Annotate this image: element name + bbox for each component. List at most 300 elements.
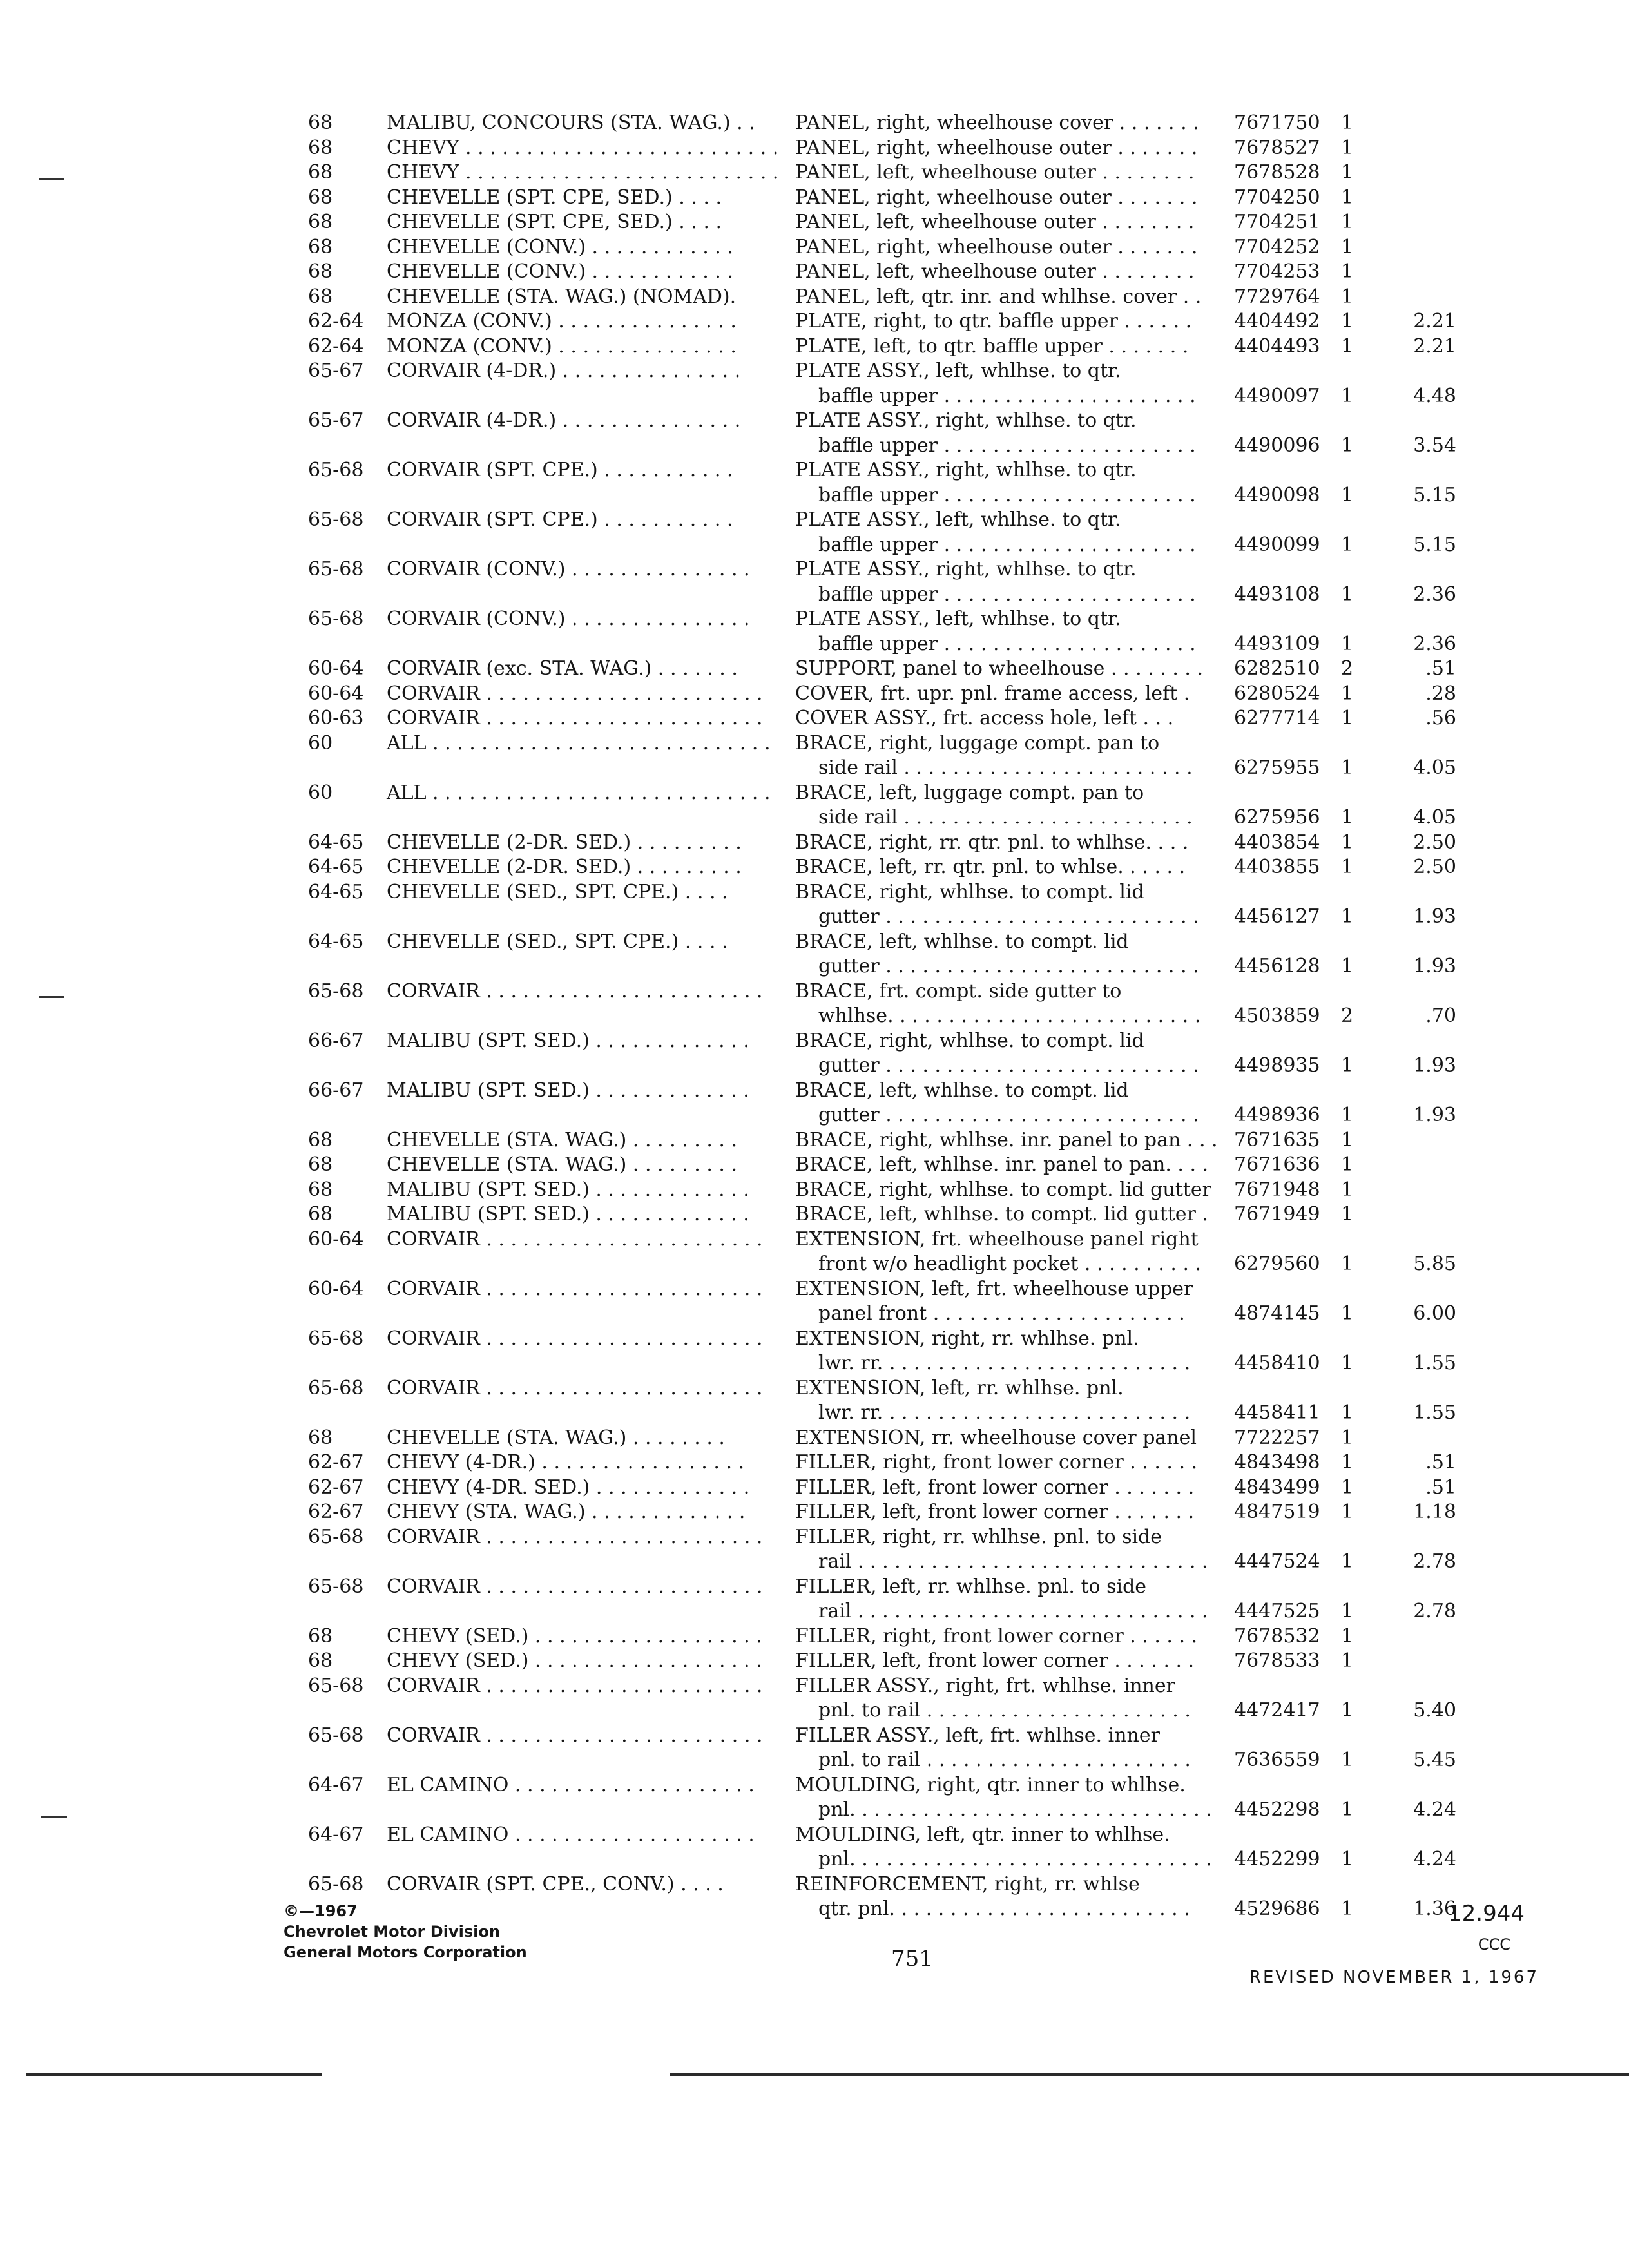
- table-row: [0, 1376, 1629, 1426]
- price-cell: 1.93: [1413, 1054, 1456, 1077]
- part-number-cell: 4404492: [1234, 310, 1320, 332]
- part-number-cell: 4493109: [1234, 632, 1320, 655]
- part-number-cell: 4404493: [1234, 334, 1320, 358]
- part-number-cell: 4503859: [1234, 1004, 1320, 1027]
- description-cell: MOULDING, left, qtr. inner to whlhse.: [795, 1823, 1170, 1846]
- description-cell: EXTENSION, rr. wheelhouse cover panel: [795, 1426, 1197, 1449]
- model-cell: CORVAIR . . . . . . . . . . . . . . . . . . . . . . .: [387, 1277, 763, 1300]
- revision-date: REVISED NOVEMBER 1, 1967: [1249, 1968, 1539, 1987]
- table-row: [0, 210, 1629, 235]
- description-continuation-cell: lwr. rr. . . . . . . . . . . . . . . . . . . . . . . . . .: [818, 1352, 1191, 1374]
- quantity-cell: 1: [1341, 1898, 1354, 1920]
- year-cell: 68: [308, 1178, 333, 1201]
- quantity-cell: 1: [1341, 756, 1354, 779]
- year-cell: 64-67: [308, 1823, 364, 1846]
- section-code: CCC: [1478, 1936, 1510, 1954]
- description-continuation-cell: baffle upper . . . . . . . . . . . . . . . . . . . . .: [818, 632, 1196, 655]
- year-cell: 65-68: [308, 1525, 364, 1548]
- description-cell: PLATE ASSY., left, whlhse. to qtr.: [795, 508, 1121, 531]
- price-cell: .51: [1425, 657, 1456, 680]
- description-cell: PLATE ASSY., right, whlhse. to qtr.: [795, 409, 1137, 432]
- table-row: [0, 557, 1629, 607]
- description-cell: PANEL, right, wheelhouse outer . . . . . . .: [795, 136, 1198, 159]
- model-cell: CORVAIR (4-DR.) . . . . . . . . . . . . . . .: [387, 360, 741, 382]
- description-cell: BRACE, right, whlhse. inr. panel to pan . . .: [795, 1128, 1218, 1151]
- part-number-cell: 4529686: [1234, 1898, 1320, 1920]
- model-cell: CHEVY (4-DR. SED.) . . . . . . . . . . . . .: [387, 1475, 750, 1499]
- table-row: [0, 781, 1629, 831]
- quantity-cell: 1: [1341, 161, 1354, 184]
- part-number-cell: 7722257: [1234, 1426, 1320, 1449]
- model-cell: ALL . . . . . . . . . . . . . . . . . . . . . . . . . . . .: [387, 781, 771, 804]
- description-continuation-cell: pnl. to rail . . . . . . . . . . . . . . . . . . . . . .: [818, 1699, 1191, 1722]
- year-cell: 60-64: [308, 1227, 364, 1251]
- description-cell: BRACE, left, whlhse. to compt. lid: [795, 930, 1129, 953]
- model-cell: CORVAIR (SPT. CPE., CONV.) . . . .: [387, 1872, 724, 1896]
- quantity-cell: 2: [1341, 657, 1354, 680]
- description-cell: BRACE, right, whlhse. to compt. lid gutter: [795, 1178, 1211, 1201]
- model-cell: CHEVY (SED.) . . . . . . . . . . . . . . . . . . .: [387, 1624, 762, 1648]
- quantity-cell: 1: [1341, 1178, 1354, 1201]
- table-row: [0, 260, 1629, 285]
- table-row: [0, 458, 1629, 508]
- price-cell: 1.55: [1413, 1352, 1456, 1374]
- year-cell: 68: [308, 1128, 333, 1151]
- price-cell: 6.00: [1413, 1302, 1456, 1325]
- price-cell: 4.05: [1413, 756, 1456, 779]
- year-cell: 60-64: [308, 682, 364, 705]
- part-number-cell: 4498936: [1234, 1104, 1320, 1126]
- model-cell: CORVAIR . . . . . . . . . . . . . . . . . . . . . . .: [387, 1724, 763, 1747]
- year-cell: 60-64: [308, 1277, 364, 1300]
- model-cell: CHEVELLE (CONV.) . . . . . . . . . . . .: [387, 235, 733, 258]
- quantity-cell: 1: [1341, 285, 1354, 308]
- quantity-cell: 1: [1341, 1649, 1354, 1672]
- year-cell: 68: [308, 161, 333, 184]
- description-continuation-cell: panel front . . . . . . . . . . . . . . . . . . . . .: [818, 1302, 1185, 1325]
- quantity-cell: 1: [1341, 1352, 1354, 1374]
- quantity-cell: 1: [1341, 1550, 1354, 1573]
- part-number-cell: 6277714: [1234, 707, 1320, 729]
- model-cell: MALIBU, CONCOURS (STA. WAG.) . .: [387, 111, 755, 134]
- year-cell: 68: [308, 211, 333, 233]
- year-cell: 60-64: [308, 657, 364, 680]
- table-row: [0, 731, 1629, 781]
- quantity-cell: 1: [1341, 1624, 1354, 1648]
- price-cell: 4.05: [1413, 806, 1456, 829]
- year-cell: 68: [308, 260, 333, 283]
- quantity-cell: 1: [1341, 632, 1354, 655]
- part-number-cell: 6275956: [1234, 806, 1320, 829]
- part-number-cell: 6275955: [1234, 756, 1320, 779]
- table-row: [0, 682, 1629, 707]
- description-cell: PANEL, left, wheelhouse outer . . . . . . . .: [795, 211, 1195, 233]
- table-row: [0, 1227, 1629, 1277]
- description-continuation-cell: side rail . . . . . . . . . . . . . . . . . . . . . . . .: [818, 756, 1193, 779]
- model-cell: CHEVELLE (CONV.) . . . . . . . . . . . .: [387, 260, 733, 283]
- description-cell: PLATE ASSY., right, whlhse. to qtr.: [795, 459, 1137, 481]
- model-cell: CORVAIR (CONV.) . . . . . . . . . . . . . . .: [387, 608, 750, 630]
- quantity-cell: 1: [1341, 1501, 1354, 1523]
- model-cell: EL CAMINO . . . . . . . . . . . . . . . . . . . .: [387, 1823, 755, 1846]
- model-cell: CORVAIR . . . . . . . . . . . . . . . . . . . . . . .: [387, 1575, 763, 1598]
- description-continuation-cell: rail . . . . . . . . . . . . . . . . . . . . . . . . . . . . .: [818, 1550, 1208, 1573]
- part-number-cell: 6280524: [1234, 682, 1320, 705]
- description-cell: MOULDING, right, qtr. inner to whlhse.: [795, 1773, 1186, 1796]
- part-number-cell: 4874145: [1234, 1302, 1320, 1325]
- table-row: [0, 160, 1629, 186]
- year-cell: 65-68: [308, 1674, 364, 1697]
- quantity-cell: 1: [1341, 1426, 1354, 1449]
- model-cell: CHEVELLE (STA. WAG.) . . . . . . . .: [387, 1426, 725, 1449]
- table-row: [0, 1872, 1629, 1922]
- part-number-cell: 4490098: [1234, 483, 1320, 506]
- description-continuation-cell: side rail . . . . . . . . . . . . . . . . . . . . . . . .: [818, 806, 1193, 829]
- description-cell: FILLER, left, rr. whlhse. pnl. to side: [795, 1575, 1147, 1598]
- corporation-name: General Motors Corporation: [284, 1943, 527, 1961]
- price-cell: 5.85: [1413, 1253, 1456, 1275]
- model-cell: CHEVY (4-DR.) . . . . . . . . . . . . . . . . .: [387, 1451, 745, 1474]
- description-cell: BRACE, frt. compt. side gutter to: [795, 979, 1122, 1003]
- quantity-cell: 1: [1341, 235, 1354, 258]
- year-cell: 68: [308, 1153, 333, 1176]
- description-cell: FILLER, right, front lower corner . . . . . .: [795, 1451, 1198, 1474]
- table-row: [0, 136, 1629, 161]
- quantity-cell: 1: [1341, 384, 1354, 407]
- quantity-cell: 1: [1341, 806, 1354, 829]
- description-cell: PANEL, left, wheelhouse outer . . . . . . . .: [795, 260, 1195, 283]
- part-number-cell: 6279560: [1234, 1253, 1320, 1275]
- quantity-cell: 1: [1341, 955, 1354, 977]
- price-cell: 5.15: [1413, 483, 1456, 506]
- price-cell: 1.93: [1413, 955, 1456, 977]
- quantity-cell: 1: [1341, 186, 1354, 209]
- year-cell: 60: [308, 731, 333, 754]
- part-number-cell: 4456127: [1234, 905, 1320, 928]
- model-cell: CHEVY (STA. WAG.) . . . . . . . . . . . . .: [387, 1501, 746, 1523]
- table-row: [0, 1823, 1629, 1872]
- price-cell: 2.36: [1413, 582, 1456, 606]
- part-number-cell: 7671750: [1234, 111, 1320, 134]
- price-cell: 5.45: [1413, 1749, 1456, 1771]
- quantity-cell: 1: [1341, 1054, 1354, 1077]
- model-cell: CHEVELLE (SPT. CPE, SED.) . . . .: [387, 186, 722, 209]
- table-row: [0, 1029, 1629, 1079]
- year-cell: 68: [308, 111, 333, 134]
- table-row: [0, 1450, 1629, 1475]
- quantity-cell: 1: [1341, 1798, 1354, 1821]
- model-cell: CORVAIR (SPT. CPE.) . . . . . . . . . . .: [387, 508, 733, 531]
- description-continuation-cell: baffle upper . . . . . . . . . . . . . . . . . . . . .: [818, 533, 1196, 556]
- year-cell: 68: [308, 1203, 333, 1225]
- part-number-cell: 4490096: [1234, 434, 1320, 457]
- description-continuation-cell: gutter . . . . . . . . . . . . . . . . . . . . . . . . . .: [818, 1104, 1199, 1126]
- quantity-cell: 1: [1341, 136, 1354, 159]
- description-continuation-cell: pnl. to rail . . . . . . . . . . . . . . . . . . . . . .: [818, 1749, 1191, 1771]
- description-cell: PLATE, right, to qtr. baffle upper . . . . . .: [795, 310, 1192, 332]
- description-continuation-cell: baffle upper . . . . . . . . . . . . . . . . . . . . .: [818, 384, 1196, 407]
- price-cell: 3.54: [1413, 434, 1456, 457]
- table-row: [0, 1475, 1629, 1501]
- table-row: [0, 508, 1629, 557]
- description-continuation-cell: baffle upper . . . . . . . . . . . . . . . . . . . . .: [818, 582, 1196, 606]
- part-number-cell: 4447524: [1234, 1550, 1320, 1573]
- price-cell: .70: [1425, 1004, 1456, 1027]
- description-continuation-cell: gutter . . . . . . . . . . . . . . . . . . . . . . . . . .: [818, 905, 1199, 928]
- year-cell: 60-63: [308, 707, 364, 729]
- description-cell: EXTENSION, left, frt. wheelhouse upper: [795, 1277, 1193, 1300]
- part-number-cell: 4472417: [1234, 1699, 1320, 1722]
- quantity-cell: 1: [1341, 334, 1354, 358]
- table-row: [0, 186, 1629, 211]
- description-cell: FILLER, left, front lower corner . . . . . . .: [795, 1501, 1195, 1523]
- table-row: [0, 1724, 1629, 1773]
- quantity-cell: 1: [1341, 856, 1354, 878]
- model-cell: CORVAIR (CONV.) . . . . . . . . . . . . . . .: [387, 558, 750, 581]
- model-cell: CHEVELLE (SPT. CPE, SED.) . . . .: [387, 211, 722, 233]
- model-cell: CORVAIR (SPT. CPE.) . . . . . . . . . . .: [387, 459, 733, 481]
- description-cell: COVER, frt. upr. pnl. frame access, left .: [795, 682, 1190, 705]
- quantity-cell: 1: [1341, 1401, 1354, 1424]
- model-cell: CORVAIR . . . . . . . . . . . . . . . . . . . . . . .: [387, 1376, 763, 1399]
- price-cell: 4.24: [1413, 1798, 1456, 1821]
- description-continuation-cell: front w/o headlight pocket . . . . . . . . . .: [818, 1253, 1202, 1275]
- price-cell: 2.21: [1413, 310, 1456, 332]
- description-cell: PANEL, left, qtr. inr. and whlhse. cover . .: [795, 285, 1202, 308]
- quantity-cell: 1: [1341, 1128, 1354, 1151]
- part-number-cell: 7704253: [1234, 260, 1320, 283]
- description-continuation-cell: pnl. . . . . . . . . . . . . . . . . . . . . . . . . . . . . .: [818, 1848, 1212, 1870]
- year-cell: 65-67: [308, 360, 364, 382]
- table-row: [0, 1674, 1629, 1724]
- table-row: [0, 1575, 1629, 1624]
- description-cell: EXTENSION, frt. wheelhouse panel right: [795, 1227, 1199, 1251]
- year-cell: 65-68: [308, 558, 364, 581]
- part-number-cell: 4843498: [1234, 1451, 1320, 1474]
- quantity-cell: 2: [1341, 1004, 1354, 1027]
- year-cell: 65-67: [308, 409, 364, 432]
- year-cell: 62-67: [308, 1501, 364, 1523]
- description-cell: FILLER, right, rr. whlhse. pnl. to side: [795, 1525, 1162, 1548]
- part-number-cell: 4452299: [1234, 1848, 1320, 1870]
- year-cell: 62-67: [308, 1475, 364, 1499]
- description-cell: BRACE, right, whlhse. to compt. lid: [795, 880, 1144, 903]
- part-number-cell: 4403854: [1234, 831, 1320, 854]
- description-continuation-cell: pnl. . . . . . . . . . . . . . . . . . . . . . . . . . . . . .: [818, 1798, 1212, 1821]
- part-number-cell: 4447525: [1234, 1600, 1320, 1622]
- year-cell: 66-67: [308, 1079, 364, 1102]
- description-cell: PANEL, right, wheelhouse outer . . . . . . .: [795, 186, 1198, 209]
- year-cell: 65-68: [308, 1376, 364, 1399]
- price-cell: 4.24: [1413, 1848, 1456, 1870]
- model-cell: CHEVELLE (2-DR. SED.) . . . . . . . . .: [387, 856, 742, 878]
- quantity-cell: 1: [1341, 1749, 1354, 1771]
- model-cell: MONZA (CONV.) . . . . . . . . . . . . . . .: [387, 310, 737, 332]
- quantity-cell: 1: [1341, 707, 1354, 729]
- quantity-cell: 1: [1341, 1203, 1354, 1225]
- model-cell: ALL . . . . . . . . . . . . . . . . . . . . . . . . . . . .: [387, 731, 771, 754]
- quantity-cell: 1: [1341, 1699, 1354, 1722]
- table-row: [0, 1202, 1629, 1227]
- quantity-cell: 1: [1341, 905, 1354, 928]
- model-cell: CHEVY (SED.) . . . . . . . . . . . . . . . . . . .: [387, 1649, 762, 1672]
- year-cell: 66-67: [308, 1029, 364, 1052]
- table-row: [0, 1773, 1629, 1823]
- description-cell: FILLER ASSY., left, frt. whlhse. inner: [795, 1724, 1160, 1747]
- part-number-cell: 7678527: [1234, 136, 1320, 159]
- part-number-cell: 7704250: [1234, 186, 1320, 209]
- part-number-cell: 4458411: [1234, 1401, 1320, 1424]
- price-cell: 1.93: [1413, 905, 1456, 928]
- description-cell: FILLER ASSY., right, frt. whlhse. inner: [795, 1674, 1175, 1697]
- year-cell: 65-68: [308, 1575, 364, 1598]
- year-cell: 65-68: [308, 508, 364, 531]
- description-continuation-cell: rail . . . . . . . . . . . . . . . . . . . . . . . . . . . . .: [818, 1600, 1208, 1622]
- price-cell: 2.36: [1413, 632, 1456, 655]
- year-cell: 68: [308, 136, 333, 159]
- part-number-cell: 7671949: [1234, 1203, 1320, 1225]
- table-row: [0, 1128, 1629, 1153]
- year-cell: 64-65: [308, 880, 364, 903]
- model-cell: CHEVY . . . . . . . . . . . . . . . . . . . . . . . . . .: [387, 161, 779, 184]
- price-cell: 5.15: [1413, 533, 1456, 556]
- table-row: [0, 1153, 1629, 1178]
- quantity-cell: 1: [1341, 111, 1354, 134]
- model-cell: CHEVELLE (SED., SPT. CPE.) . . . .: [387, 930, 728, 953]
- quantity-cell: 1: [1341, 1848, 1354, 1870]
- description-cell: PLATE, left, to qtr. baffle upper . . . . . . .: [795, 334, 1189, 358]
- table-row: [0, 235, 1629, 260]
- year-cell: 68: [308, 235, 333, 258]
- description-cell: PANEL, left, wheelhouse outer . . . . . . . .: [795, 161, 1195, 184]
- model-cell: CORVAIR . . . . . . . . . . . . . . . . . . . . . . .: [387, 682, 763, 705]
- table-row: [0, 706, 1629, 731]
- part-number-cell: 4490097: [1234, 384, 1320, 407]
- section-number: 12.944: [1448, 1901, 1525, 1927]
- quantity-cell: 1: [1341, 1104, 1354, 1126]
- year-cell: 65-68: [308, 1724, 364, 1747]
- part-number-cell: 4493108: [1234, 582, 1320, 606]
- margin-mark: [39, 996, 64, 998]
- part-number-cell: 6282510: [1234, 657, 1320, 680]
- year-cell: 64-65: [308, 831, 364, 854]
- model-cell: CORVAIR (4-DR.) . . . . . . . . . . . . . . .: [387, 409, 741, 432]
- table-row: [0, 607, 1629, 657]
- quantity-cell: 1: [1341, 1153, 1354, 1176]
- division-name: Chevrolet Motor Division: [284, 1923, 500, 1941]
- quantity-cell: 1: [1341, 1253, 1354, 1275]
- quantity-cell: 1: [1341, 831, 1354, 854]
- part-number-cell: 4490099: [1234, 533, 1320, 556]
- model-cell: MONZA (CONV.) . . . . . . . . . . . . . . .: [387, 334, 737, 358]
- price-cell: 2.78: [1413, 1550, 1456, 1573]
- part-number-cell: 7671948: [1234, 1178, 1320, 1201]
- part-number-cell: 7729764: [1234, 285, 1320, 308]
- description-cell: BRACE, left, luggage compt. pan to: [795, 781, 1144, 804]
- description-cell: BRACE, right, luggage compt. pan to: [795, 731, 1160, 754]
- price-cell: .51: [1425, 1475, 1456, 1499]
- quantity-cell: 1: [1341, 434, 1354, 457]
- description-cell: FILLER, right, front lower corner . . . . . .: [795, 1624, 1198, 1648]
- part-number-cell: 4452298: [1234, 1798, 1320, 1821]
- price-cell: 1.93: [1413, 1104, 1456, 1126]
- year-cell: 64-67: [308, 1773, 364, 1796]
- year-cell: 68: [308, 285, 333, 308]
- year-cell: 64-65: [308, 930, 364, 953]
- year-cell: 65-68: [308, 1872, 364, 1896]
- description-cell: BRACE, left, whlhse. to compt. lid: [795, 1079, 1129, 1102]
- part-number-cell: 4458410: [1234, 1352, 1320, 1374]
- table-row: [0, 1525, 1629, 1575]
- model-cell: CORVAIR . . . . . . . . . . . . . . . . . . . . . . .: [387, 1227, 763, 1251]
- part-number-cell: 4498935: [1234, 1054, 1320, 1077]
- price-cell: 2.78: [1413, 1600, 1456, 1622]
- part-number-cell: 4843499: [1234, 1475, 1320, 1499]
- year-cell: 60: [308, 781, 333, 804]
- part-number-cell: 7704252: [1234, 235, 1320, 258]
- description-cell: PLATE ASSY., left, whlhse. to qtr.: [795, 608, 1121, 630]
- model-cell: MALIBU (SPT. SED.) . . . . . . . . . . . . .: [387, 1029, 749, 1052]
- model-cell: CORVAIR . . . . . . . . . . . . . . . . . . . . . . .: [387, 1525, 763, 1548]
- table-row: [0, 111, 1629, 136]
- description-continuation-cell: gutter . . . . . . . . . . . . . . . . . . . . . . . . . .: [818, 955, 1199, 977]
- model-cell: MALIBU (SPT. SED.) . . . . . . . . . . . . .: [387, 1203, 749, 1225]
- model-cell: CORVAIR . . . . . . . . . . . . . . . . . . . . . . .: [387, 1674, 763, 1697]
- description-cell: COVER ASSY., frt. access hole, left . . .: [795, 707, 1174, 729]
- table-row: [0, 285, 1629, 310]
- model-cell: CHEVELLE (STA. WAG.) (NOMAD).: [387, 285, 737, 308]
- part-number-cell: 7704251: [1234, 211, 1320, 233]
- part-number-cell: 7671636: [1234, 1153, 1320, 1176]
- description-cell: EXTENSION, left, rr. whlhse. pnl.: [795, 1376, 1124, 1399]
- model-cell: MALIBU (SPT. SED.) . . . . . . . . . . . . .: [387, 1079, 749, 1102]
- quantity-cell: 1: [1341, 582, 1354, 606]
- table-row: [0, 930, 1629, 979]
- description-continuation-cell: baffle upper . . . . . . . . . . . . . . . . . . . . .: [818, 483, 1196, 506]
- description-continuation-cell: gutter . . . . . . . . . . . . . . . . . . . . . . . . . .: [818, 1054, 1199, 1077]
- model-cell: CORVAIR . . . . . . . . . . . . . . . . . . . . . . .: [387, 707, 763, 729]
- model-cell: CHEVELLE (STA. WAG.) . . . . . . . . .: [387, 1153, 738, 1176]
- model-cell: CHEVY . . . . . . . . . . . . . . . . . . . . . . . . . .: [387, 136, 779, 159]
- year-cell: 68: [308, 1649, 333, 1672]
- year-cell: 62-64: [308, 334, 364, 358]
- table-row: [0, 831, 1629, 856]
- table-row: [0, 1624, 1629, 1649]
- table-row: [0, 1327, 1629, 1376]
- quantity-cell: 1: [1341, 533, 1354, 556]
- description-continuation-cell: baffle upper . . . . . . . . . . . . . . . . . . . . .: [818, 434, 1196, 457]
- price-cell: .51: [1425, 1451, 1456, 1474]
- description-continuation-cell: lwr. rr. . . . . . . . . . . . . . . . . . . . . . . . . .: [818, 1401, 1191, 1424]
- year-cell: 65-68: [308, 459, 364, 481]
- description-cell: BRACE, left, whlhse. to compt. lid gutter .: [795, 1203, 1208, 1225]
- quantity-cell: 1: [1341, 682, 1354, 705]
- quantity-cell: 1: [1341, 1600, 1354, 1622]
- description-cell: PLATE ASSY., left, whlhse. to qtr.: [795, 360, 1121, 382]
- bottom-rule-right: [670, 2073, 1629, 2076]
- part-number-cell: 7671635: [1234, 1128, 1320, 1151]
- year-cell: 65-68: [308, 608, 364, 630]
- model-cell: EL CAMINO . . . . . . . . . . . . . . . . . . . .: [387, 1773, 755, 1796]
- part-number-cell: 7678533: [1234, 1649, 1320, 1672]
- model-cell: CHEVELLE (STA. WAG.) . . . . . . . . .: [387, 1128, 738, 1151]
- quantity-cell: 1: [1341, 1451, 1354, 1474]
- part-number-cell: 4403855: [1234, 856, 1320, 878]
- description-cell: FILLER, left, front lower corner . . . . . . .: [795, 1475, 1195, 1499]
- year-cell: 65-68: [308, 1327, 364, 1350]
- table-row: [0, 657, 1629, 682]
- model-cell: CORVAIR (exc. STA. WAG.) . . . . . . .: [387, 657, 738, 680]
